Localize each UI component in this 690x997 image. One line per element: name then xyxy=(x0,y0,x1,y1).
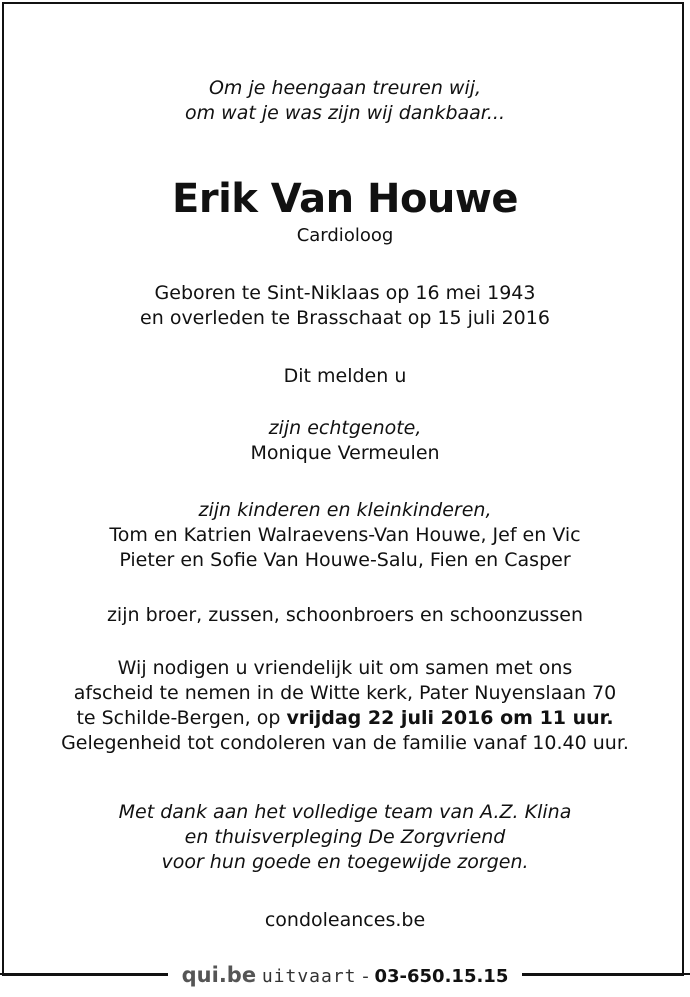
siblings-section xyxy=(0,603,690,628)
ceremony-line-2: afscheid te nemen in de Witte kerk, Pater Nuyenslaan 70 xyxy=(73,682,617,704)
ceremony-datetime: vrijdag 22 juli 2016 om 11 uur. xyxy=(286,707,614,729)
children-line-1: Tom en Katrien Walraevens-Van Houwe, Jef en Vic xyxy=(109,524,581,546)
footer xyxy=(0,961,690,997)
footer-brand[interactable]: qui.be xyxy=(181,963,257,987)
footer-phone[interactable]: 03-650.15.15 xyxy=(374,966,509,987)
birth-line: Geboren te Sint-Niklaas op 16 mei 1943 xyxy=(154,282,536,304)
deceased-profession: Cardioloog xyxy=(296,225,394,246)
thanks-line-3: voor hun goede en toegewijde zorgen. xyxy=(161,851,529,873)
thanks-section xyxy=(0,800,690,875)
ceremony-line-4: Gelegenheid tot condoleren van de familie vanaf 10.40 uur. xyxy=(61,732,629,754)
siblings-text: zijn broer, zussen, schoonbroers en schoonzussen xyxy=(106,604,584,626)
thanks-line-1: Met dank aan het volledige team van A.Z. Klina xyxy=(118,801,572,823)
motto xyxy=(0,76,690,126)
death-line: en overleden te Brasschaat op 15 juli 2016 xyxy=(140,307,550,329)
spouse-section xyxy=(0,416,690,466)
website-link[interactable]: condoleances.be xyxy=(264,909,426,931)
children-label: zijn kinderen en kleinkinderen, xyxy=(198,499,492,521)
ceremony-line-1: Wij nodigen u vriendelijk uit om samen met ons xyxy=(117,657,573,679)
ceremony-line-3 xyxy=(0,706,690,731)
motto-line-2: om wat je was zijn wij dankbaar... xyxy=(184,102,505,124)
footer-dash: - xyxy=(362,966,369,987)
footer-credit xyxy=(168,961,523,991)
spouse-name: Monique Vermeulen xyxy=(250,442,440,464)
footer-word: uitvaart xyxy=(261,966,357,987)
thanks-line-2: en thuisverpleging De Zorgvriend xyxy=(184,826,506,848)
children-line-2: Pieter en Sofie Van Houwe-Salu, Fien en Casper xyxy=(119,549,571,571)
website-section xyxy=(0,908,690,933)
announcement-intro xyxy=(0,364,690,389)
motto-line-1: Om je heengaan treuren wij, xyxy=(208,77,482,99)
deceased-name: Erik Van Houwe xyxy=(172,176,518,222)
spouse-label: zijn echtgenote, xyxy=(268,417,422,439)
life-dates xyxy=(0,281,690,331)
children-section xyxy=(0,498,690,573)
ceremony-location: te Schilde-Bergen, op xyxy=(76,707,287,729)
ceremony-section xyxy=(0,656,690,756)
announce-text: Dit melden u xyxy=(283,365,407,387)
